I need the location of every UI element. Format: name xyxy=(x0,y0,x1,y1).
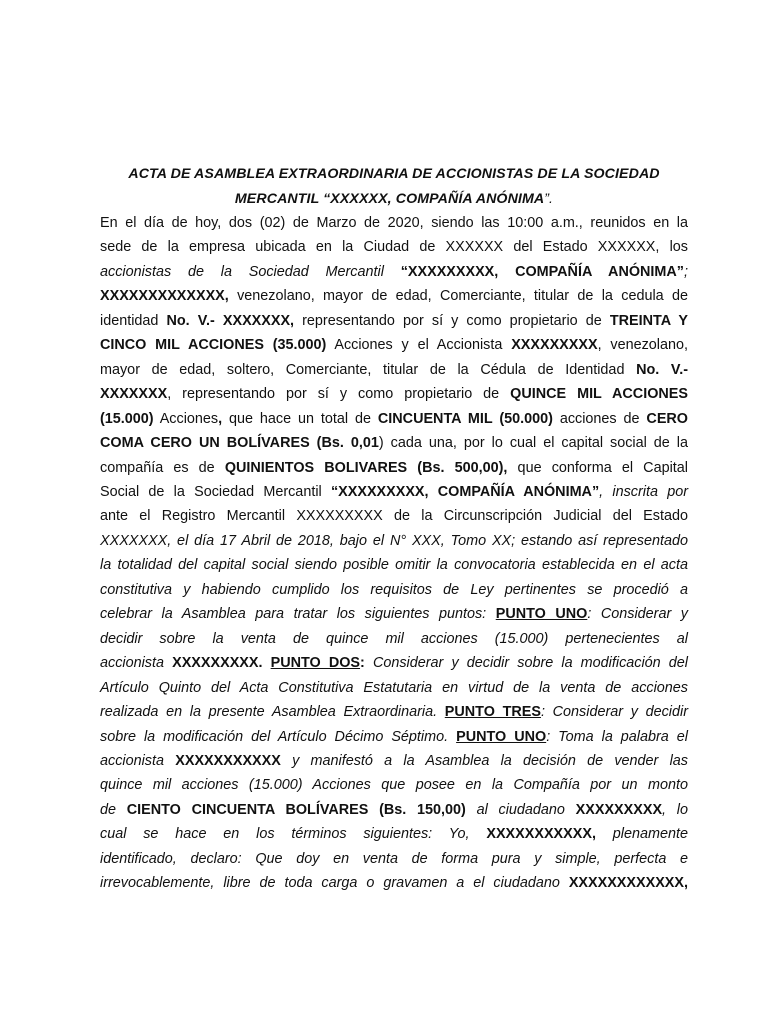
text-run: venezolano, mayor de edad, Comerciante, titular de la cedula de xyxy=(228,288,688,305)
text-run: : xyxy=(360,655,365,672)
body-line xyxy=(100,504,688,528)
text-run: mayor de edad, soltero, Comerciante, titular de la Cédula de Identidad xyxy=(100,361,637,378)
body-line xyxy=(100,456,688,480)
text-run: identidad xyxy=(100,312,167,329)
text-run: , inscrita por xyxy=(599,483,688,500)
text-run: XXXXXXXXX xyxy=(575,801,663,818)
text-run: celebrar la Asamblea para tratar los siguientes puntos: xyxy=(100,606,496,623)
text-run: XXXXXXXXX. xyxy=(172,655,263,672)
text-run: realizada en la presente Asamblea Extraordinaria. xyxy=(100,704,445,721)
text-run: identificado, declaro: Que doy en venta de forma pura y simple, perfecta e xyxy=(100,850,688,867)
text-run: TREINTA Y xyxy=(609,312,688,329)
text-run: ) cada una, por lo cual el capital social de la xyxy=(378,435,689,452)
text-run: XXXXXXXXXXXX, xyxy=(568,875,688,892)
body-line xyxy=(100,553,688,577)
text-run: y manifestó a la Asamblea la decisión de vender las xyxy=(280,752,688,769)
text-run: XXXXXXXXXXX xyxy=(175,752,281,769)
text-run: XXXXXXX, el día 17 Abril de 2018, bajo el N° XXX, Tomo XX; estando así representado xyxy=(100,532,688,549)
text-run: accionistas de la Sociedad Mercantil xyxy=(100,263,401,280)
body-line xyxy=(100,284,688,308)
text-run: , lo xyxy=(662,801,688,818)
text-run: XXXXXXX xyxy=(100,386,168,403)
title-line-2-end: ”. xyxy=(544,190,554,207)
body-line xyxy=(100,529,688,553)
body-line xyxy=(100,407,688,431)
text-run: que hace un total de xyxy=(222,410,378,427)
text-run: , representando por sí y como propietario de xyxy=(167,386,511,403)
text-run: , xyxy=(218,410,223,427)
text-run: , venezolano, xyxy=(597,337,688,354)
text-run: compañía es de xyxy=(100,459,225,476)
text-run: accionista xyxy=(100,752,176,769)
body-line xyxy=(100,847,688,871)
body-line xyxy=(100,260,688,284)
document-title xyxy=(100,162,688,211)
text-run: constitutiva y habiendo cumplido los requisitos de Ley pertinentes se procedió a xyxy=(100,581,688,598)
text-run: decidir sobre la venta de quince mil acciones (15.000) pertenecientes al xyxy=(100,630,688,647)
body-line xyxy=(100,651,688,675)
text-run: Considerar y decidir sobre la modificación del xyxy=(364,655,688,672)
text-run: : Toma la palabra el xyxy=(546,728,688,745)
text-run: acciones de xyxy=(552,410,647,427)
text-run: la totalidad del capital social siendo posible omitir la convocatoria establecida en el acta xyxy=(100,557,688,574)
body-line xyxy=(100,235,688,259)
text-run: : Considerar y xyxy=(587,606,688,623)
body-line xyxy=(100,211,688,235)
text-run: sobre la modificación del Artículo Décimo Séptimo. xyxy=(100,728,457,745)
body-line xyxy=(100,480,688,504)
body-line xyxy=(100,676,688,700)
body-line xyxy=(100,358,688,382)
body-line xyxy=(100,309,688,333)
document-page xyxy=(100,162,688,896)
text-run: de xyxy=(100,801,127,818)
text-run: PUNTO TRES xyxy=(444,704,541,721)
text-run: plenamente xyxy=(595,826,688,843)
text-run: Social de la Sociedad Mercantil xyxy=(100,483,331,500)
text-run: representando por sí y como propietario de xyxy=(294,312,610,329)
text-run: QUINIENTOS BOLIVARES (Bs. 500,00), xyxy=(224,459,508,476)
text-run: cual se hace en los términos siguientes: Yo, xyxy=(100,826,487,843)
text-run: No. V.- xyxy=(636,361,688,378)
body-line xyxy=(100,822,688,846)
text-run: quince mil acciones (15.000) Acciones que posee en la Compañía por un monto xyxy=(100,777,688,794)
text-run: XXXXXXXXXXX, xyxy=(486,826,596,843)
text-run: Artículo Quinto del Acta Constitutiva Estatutaria en virtud de la venta de acciones xyxy=(100,679,688,696)
text-run: PUNTO DOS xyxy=(270,655,361,672)
text-run: COMA CERO UN BOLÍVARES (Bs. 0,01 xyxy=(100,435,379,452)
document-body xyxy=(100,211,688,896)
text-run: que conforma el Capital xyxy=(507,459,688,476)
body-line xyxy=(100,578,688,602)
body-line xyxy=(100,431,688,455)
body-line xyxy=(100,627,688,651)
text-run: PUNTO UNO xyxy=(495,606,588,623)
text-run: CIENTO CINCUENTA BOLÍVARES (Bs. 150,00) xyxy=(126,801,466,818)
text-run: XXXXXXXXX xyxy=(511,337,598,354)
text-run: Acciones xyxy=(153,410,219,427)
text-run: En el día de hoy, dos (02) de Marzo de 2020, siendo las 10:00 a.m., reunidos en la xyxy=(100,215,688,231)
text-run: CERO xyxy=(646,410,688,427)
body-line xyxy=(100,798,688,822)
text-run: CINCO MIL ACCIONES (35.000) xyxy=(100,337,327,354)
text-run: Acciones y el Accionista xyxy=(326,337,512,354)
body-line xyxy=(100,773,688,797)
body-line xyxy=(100,871,688,895)
text-run: QUINCE MIL ACCIONES xyxy=(510,386,688,403)
body-line xyxy=(100,725,688,749)
body-line xyxy=(100,602,688,626)
body-line xyxy=(100,700,688,724)
body-line xyxy=(100,382,688,406)
body-line xyxy=(100,749,688,773)
text-run: (15.000) xyxy=(100,410,154,427)
text-run: ; xyxy=(684,263,689,280)
body-line xyxy=(100,333,688,357)
text-run: accionista xyxy=(100,655,173,672)
text-run: No. V.- XXXXXXX, xyxy=(166,312,295,329)
text-run: “XXXXXXXXX, COMPAÑÍA ANÓNIMA” xyxy=(400,263,685,280)
text-run: : Considerar y decidir xyxy=(540,704,689,721)
text-run: XXXXXXXXXXXXX, xyxy=(100,288,229,305)
title-line-2: MERCANTIL “XXXXXX, COMPAÑÍA ANÓNIMA xyxy=(234,190,545,207)
text-run: “XXXXXXXXX, COMPAÑÍA ANÓNIMA” xyxy=(330,483,600,500)
text-run: sede de la empresa ubicada en la Ciudad de XXXXXX del Estado XXXXXX, los xyxy=(100,239,688,256)
text-run: PUNTO UNO xyxy=(456,728,547,745)
text-run: al ciudadano xyxy=(465,801,576,818)
text-run: ante el Registro Mercantil XXXXXXXXX de la Circunscripción Judicial del Estado xyxy=(100,508,688,525)
text-run: CINCUENTA MIL (50.000) xyxy=(377,410,553,427)
text-run xyxy=(263,655,271,671)
title-line-1: ACTA DE ASAMBLEA EXTRAORDINARIA DE ACCIONISTAS DE LA SOCIEDAD xyxy=(128,166,660,182)
text-run: irrevocablemente, libre de toda carga o gravamen a el ciudadano xyxy=(100,875,569,892)
